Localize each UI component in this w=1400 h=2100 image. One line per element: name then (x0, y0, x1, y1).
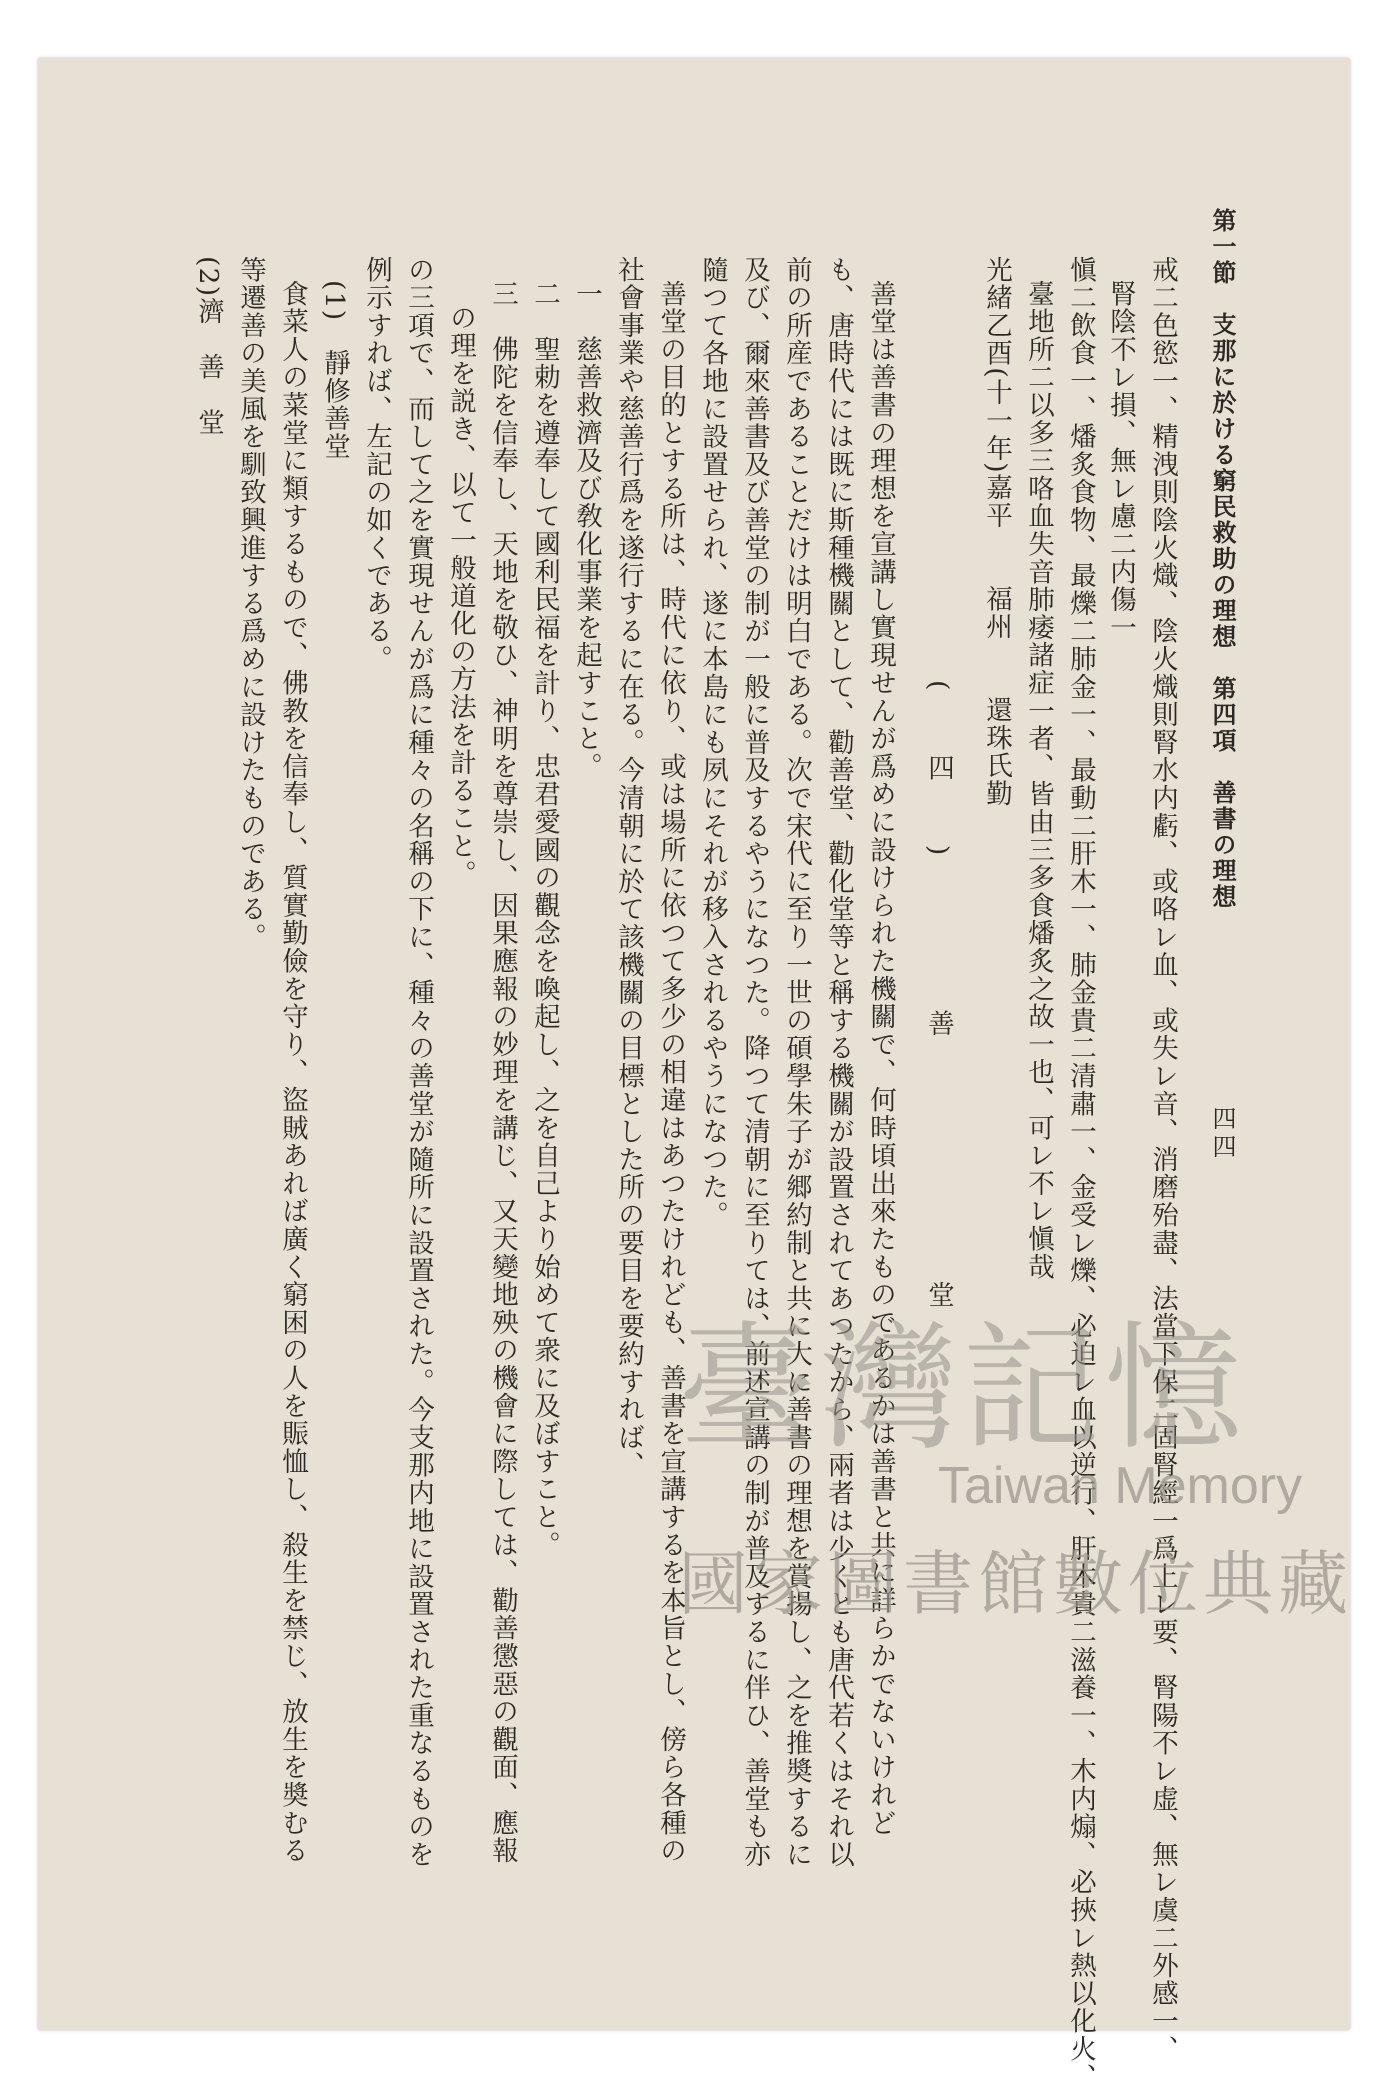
running-header: 第一節 支那に於ける窮民救助の理想 第四項 善書の理想 (1208, 208, 1237, 910)
watermark-calligraphy: 臺灣記憶 (678, 1308, 1247, 1469)
quote-line: 臺地所二以多三咯血失音肺痿諸症一者、皆由三多食燔炙之故一也、可レ不レ愼哉 (1023, 280, 1054, 1281)
body-line: 食菜人の菜堂に類するもので、佛教を信奉し、質實勤儉を守り、盜賊あれば廣く窮困の人を賑恤し、殺生を禁じ、放生を奬むる (277, 280, 308, 1865)
watermark-english: Taiwan Memory (938, 1457, 1303, 1515)
quote-signature: 光緒乙酉(十一年)嘉平 福州 還珠氏勤 (981, 256, 1012, 808)
body-line: 等遷善の美風を馴致興進する爲めに設けたものである。 (235, 256, 266, 951)
body-line: 社會事業や慈善行爲を遂行するに在る。今清朝に於て該機關の目標とした所の要目を要約すれば、 (613, 256, 644, 1480)
body-line: の三項で、而して之を實現せんが爲に種々の名稱の下に、種々の善堂が隨所に設置された。今支那内地に設置された重なるものを (403, 256, 434, 1869)
body-line: も、唐時代には既に斯種機關として、勸善堂、勸化堂等と稱する機關が設置されてあつたから、兩者は少くとも唐代若くはそれ以 (823, 256, 854, 1869)
list-item: 三 佛陀を信奉し、天地を敬ひ、神明を尊崇し、因果應報の妙理を講じ、又天變地殃の機會に際しては、勸善懲惡の觀面、應報 (487, 280, 518, 1865)
quote-line: 腎陰不レ損、無レ慮二内傷一 (1105, 280, 1136, 642)
subsection-heading: (2)濟 善 堂 (193, 256, 224, 437)
body-line: 隨つて各地に設置せられ、遂に本島にも夙にそれが移入されるやうになつた。 (697, 256, 728, 1229)
body-line: 善堂は善書の理想を宣講し實現せんが爲めに設けられた機關で、何時頃出來たものであるかは善書と共に詳らかでないけれど (865, 280, 896, 1837)
book-page (38, 58, 1353, 2091)
body-line: 例示すれば、左記の如くである。 (361, 256, 392, 673)
quote-line: 愼二飲食一、燔炙食物、最爍二肺金一、最動二肝木一、肺金貴二清肅一、金受レ爍、必迫レ血以逆行、肝木貴二滋養一、木内煽、必挾レ熱以化火、 (1065, 256, 1096, 2091)
subsection-heading: (1) 靜修善堂 (319, 280, 350, 461)
watermark-organization: 國家圖書館數位典藏 (678, 1543, 1353, 1625)
quote-line: 戒二色慾一、精洩則陰火熾、陰火熾則腎水内虧、或咯レ血、或失レ音、消磨殆盡、法當下保二固腎經一爲上レ要、腎陽不レ虚、無レ虞二外感一、 (1147, 256, 1178, 2063)
list-item-continuation: の理を説き、以て一般道化の方法を計ること。 (445, 304, 476, 888)
body-line: 前の所産であることだけは明白である。次で宋代に至り一世の碩學朱子が郷約制と共に大に善書の理想を賞揚し、之を推奬するに (781, 256, 812, 1869)
section-title: (四) 善 堂 (923, 680, 954, 1372)
body-line: 及び、爾來善書及び善堂の制が一般に普及するやうになつた。降つて清朝に至りては、前述宣講の制が普及するに伴ひ、善堂も亦 (739, 256, 770, 1869)
body-line: 善堂の目的とする所は、時代に依り、或は場所に依つて多少の相違はあつたけれども、善書を宣講するを本旨とし、傍ら各種の (655, 280, 686, 1865)
list-item: 一 慈善救濟及び敎化事業を起すこと。 (571, 280, 602, 781)
page-number: 四四 (1208, 1106, 1236, 1162)
list-item: 二 聖勅を遵奉して國利民福を計り、忠君愛國の觀念を喚起し、之を自己より始めて衆に及ぼすこと。 (529, 280, 560, 1559)
